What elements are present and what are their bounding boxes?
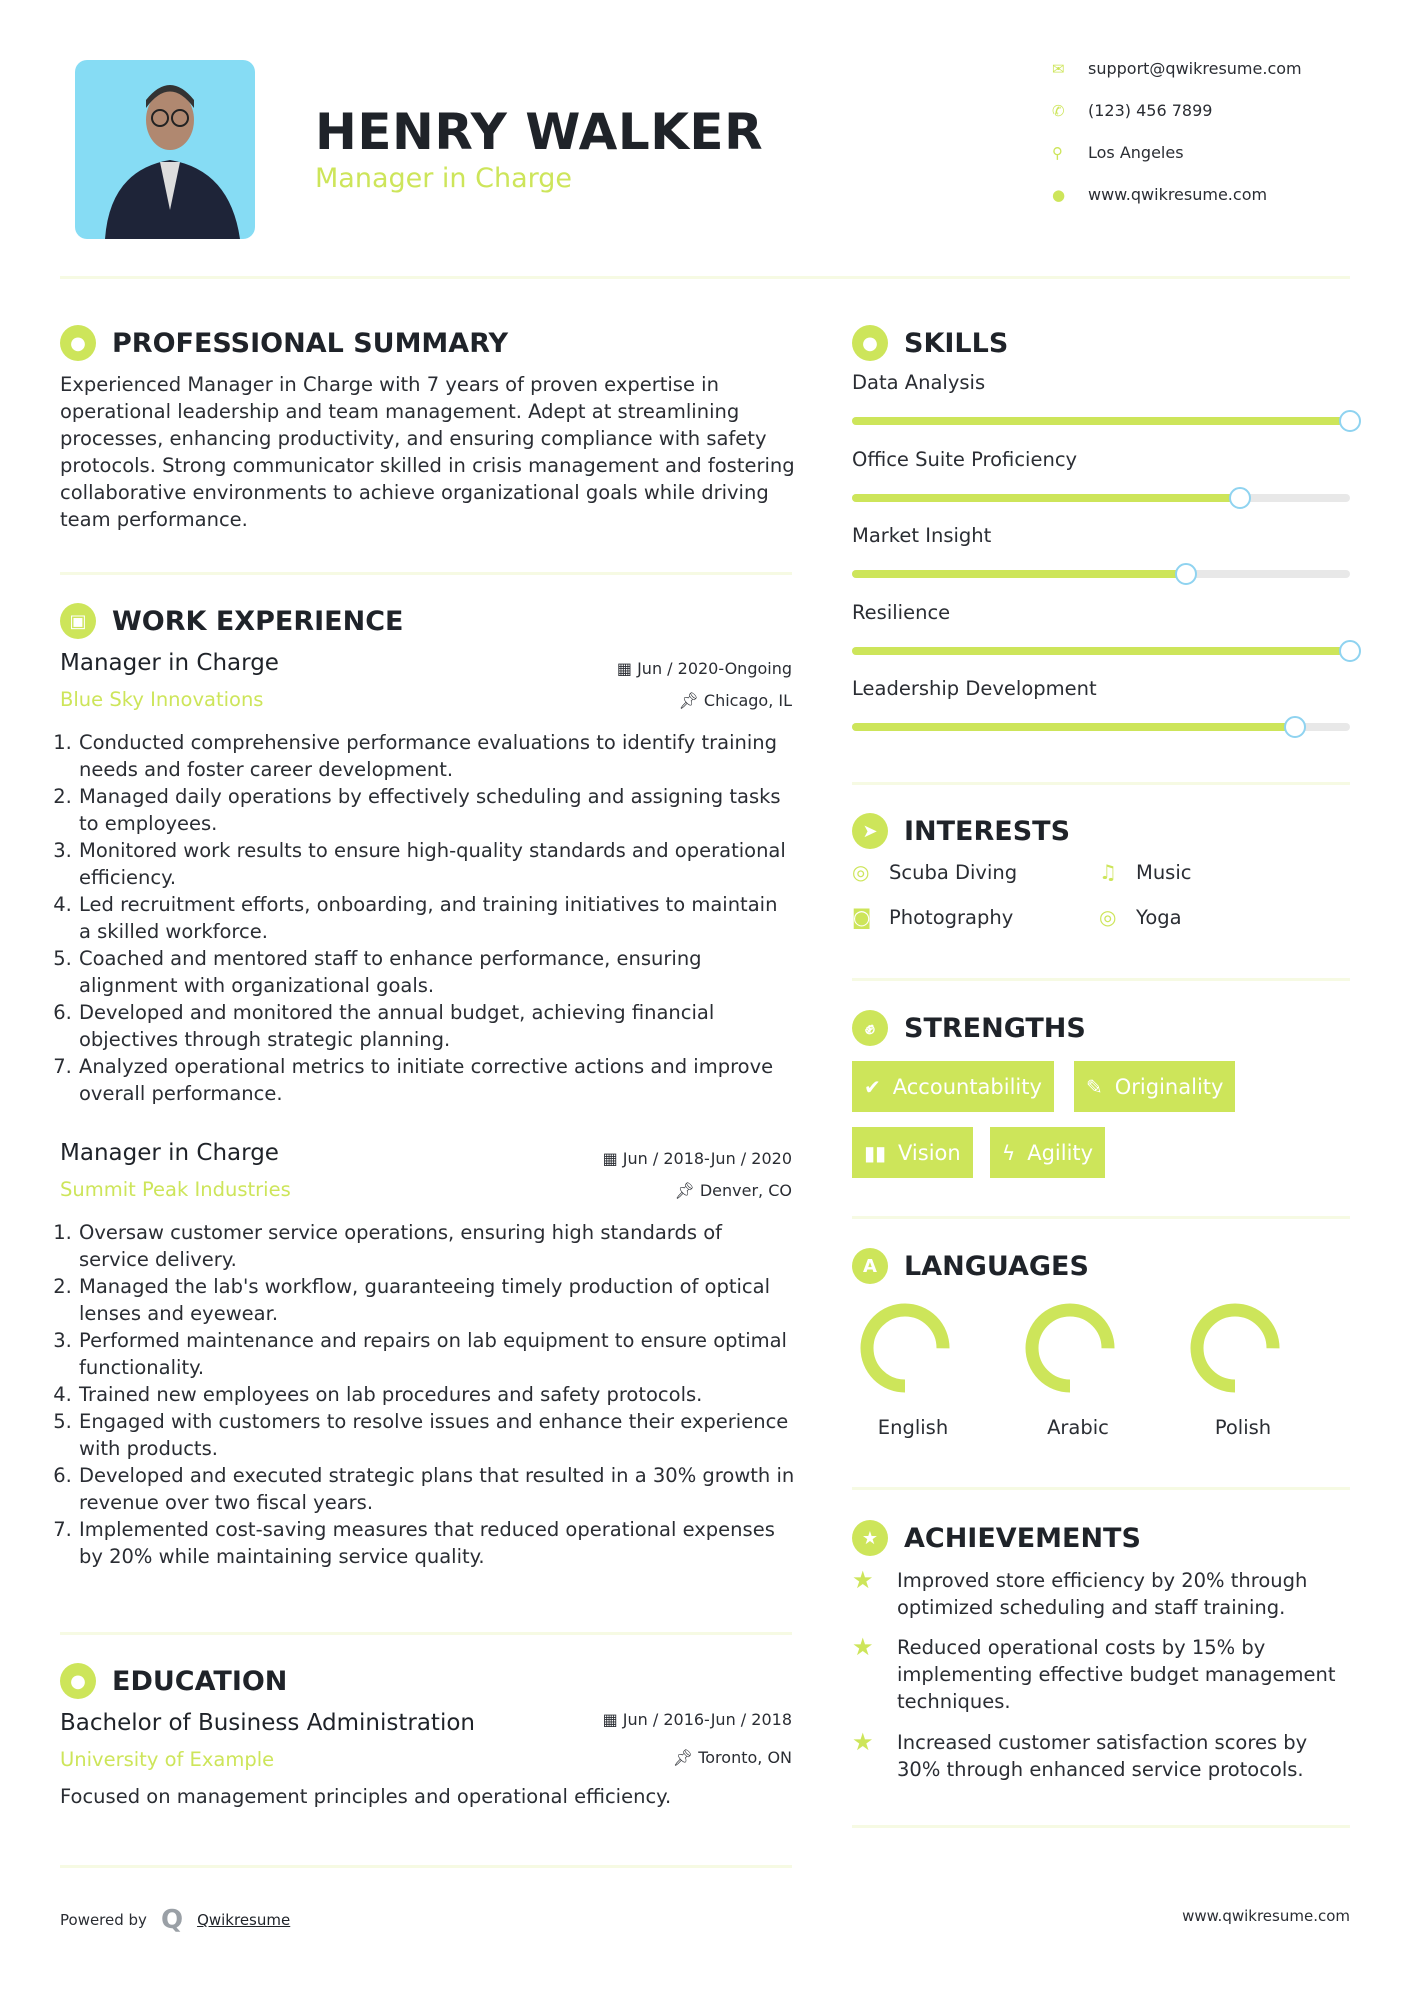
achievement-item: ★ Increased customer satisfaction scores by 30% through enhanced service protocols. — [852, 1728, 1308, 1781]
divider — [852, 1825, 1350, 1828]
footer-site[interactable]: www.qwikresume.com — [1182, 1907, 1350, 1925]
bolt-icon: ϟ — [1002, 1140, 1016, 1165]
divider — [60, 1865, 792, 1868]
job-duties — [60, 729, 795, 1107]
education-text: Focused on management principles and operational efficiency. — [60, 1785, 672, 1808]
life-ring-icon: ◎ — [1099, 905, 1117, 929]
contact-email[interactable] — [1052, 59, 1302, 78]
list-item: 6. Developed and executed strategic plans that resulted in a 30% growth in revenue over two fiscal years. — [78, 1462, 795, 1516]
skill-label: Resilience — [852, 600, 951, 624]
education-location: 📌︎ Toronto, ON — [672, 1748, 792, 1767]
skill-bar — [852, 570, 1350, 578]
pin-icon: 📌︎ — [678, 691, 704, 710]
lightbulb-icon: ● — [852, 325, 888, 361]
skill-label: Market Insight — [852, 524, 992, 547]
language-label: Arabic — [1047, 1416, 1109, 1439]
star-icon: ★ — [852, 1728, 874, 1756]
map-pin-icon: ⚲ — [1052, 143, 1063, 162]
strength-tag: ✎ Originality — [1074, 1061, 1235, 1112]
language-level-ring — [857, 1300, 953, 1396]
list-item: 6. Developed and monitored the annual budget, achieving financial objectives through strategic planning. — [78, 999, 795, 1053]
job-duties — [60, 1219, 795, 1570]
calendar-icon: ▦ — [616, 659, 638, 678]
qwikresume-logo-icon: Q — [160, 1905, 184, 1935]
language-label: English — [877, 1416, 949, 1439]
achievement-item: ★ Improved store efficiency by 20% through optimized scheduling and staff training. — [852, 1566, 1308, 1619]
achievement-item: ★ Reduced operational costs by 15% by implementing effective budget management techniques. — [852, 1633, 1336, 1713]
paper-plane-icon: ➤ — [852, 813, 888, 849]
school: University of Example — [60, 1748, 275, 1771]
skill-slider-handle — [1339, 640, 1361, 662]
contact-website[interactable] — [1052, 185, 1267, 204]
list-item: 2. Managed the lab's workflow, guaranteeing timely production of optical lenses and eyewear. — [78, 1273, 795, 1327]
contact-location — [1052, 143, 1184, 162]
pin-icon: 📌︎ — [672, 1748, 699, 1767]
job-title: Manager in Charge — [60, 650, 279, 676]
user-icon: ● — [60, 325, 96, 361]
divider — [852, 978, 1350, 981]
skill-bar-fill — [852, 494, 1240, 502]
divider — [60, 572, 792, 575]
skill-label: Office Suite Proficiency — [852, 447, 1078, 471]
header-divider — [60, 276, 1350, 279]
candidate-name: HENRY WALKER — [315, 103, 764, 161]
calendar-icon: ▦ — [602, 1149, 623, 1168]
phone-icon: ✆ — [1052, 101, 1065, 120]
skill-bar — [852, 417, 1350, 425]
language-level-ring — [1022, 1300, 1118, 1396]
list-item: 7. Implemented cost-saving measures that reduced operational expenses by 20% while maintaining service quality. — [78, 1516, 795, 1570]
life-ring-icon: ◎ — [852, 860, 870, 884]
job-date: ▦ Jun / 2018-Jun / 2020 — [602, 1149, 792, 1168]
skill-label: Data Analysis — [852, 371, 986, 394]
skill-slider-handle — [1175, 563, 1197, 585]
skills-heading: ● SKILLS — [852, 325, 1008, 361]
camera-icon: ◙ — [852, 905, 872, 929]
interests-heading: ➤ INTERESTS — [852, 813, 1070, 849]
job-title: Manager in Charge — [60, 1140, 279, 1166]
strength-tag: ✔ Accountability — [852, 1061, 1054, 1112]
job-date: ▦ Jun / 2020-Ongoing — [616, 659, 792, 678]
contact-text: www.qwikresume.com — [1088, 185, 1268, 204]
list-item: 5. Coached and mentored staff to enhance performance, ensuring alignment with organizational goals. — [78, 945, 795, 999]
contact-text: (123) 456 7899 — [1088, 101, 1213, 120]
interest-item: ◙ Photography — [852, 905, 1014, 929]
binoculars-icon: ▮▮ — [864, 1140, 887, 1165]
contact-text: Los Angeles — [1088, 143, 1184, 162]
degree: Bachelor of Business Administration — [60, 1710, 475, 1736]
education-heading: ● EDUCATION — [60, 1663, 287, 1699]
check-circle-icon: ✔ — [864, 1074, 881, 1099]
list-item: 1. Oversaw customer service operations, ensuring high standards of service delivery. — [78, 1219, 795, 1273]
achievements-heading: ★ ACHIEVEMENTS — [852, 1520, 1141, 1556]
skill-slider-handle — [1284, 716, 1306, 738]
strengths-heading: ✊︎ STRENGTHS — [852, 1010, 1086, 1046]
footer-powered: Powered by Q Qwikresume — [60, 1905, 291, 1935]
graduation-icon: ● — [60, 1663, 96, 1699]
job-company: Summit Peak Industries — [60, 1178, 291, 1201]
skill-bar — [852, 494, 1350, 502]
skill-bar-fill — [852, 570, 1186, 578]
music-icon: ♫ — [1099, 860, 1117, 884]
skill-bar-fill — [852, 417, 1350, 425]
qwikresume-link[interactable]: Qwikresume — [197, 1911, 291, 1929]
contact-text: support@qwikresume.com — [1088, 59, 1302, 78]
job-location: 📌︎ Chicago, IL — [678, 691, 792, 710]
list-item: 3. Monitored work results to ensure high-quality standards and operational efficiency. — [78, 837, 795, 891]
candidate-title: Manager in Charge — [315, 163, 573, 194]
strength-tag: ϟ Agility — [990, 1127, 1105, 1178]
languages-heading: A LANGUAGES — [852, 1248, 1089, 1284]
list-item: 3. Performed maintenance and repairs on lab equipment to ensure optimal functionality. — [78, 1327, 795, 1381]
star-badge-icon: ★ — [852, 1520, 888, 1556]
skill-slider-handle — [1339, 410, 1361, 432]
skill-slider-handle — [1229, 487, 1251, 509]
list-item: 4. Led recruitment efforts, onboarding, and training initiatives to maintain a skilled workforce. — [78, 891, 795, 945]
star-icon: ★ — [852, 1633, 874, 1661]
divider — [852, 1487, 1350, 1490]
skill-bar — [852, 647, 1350, 655]
list-item: 1. Conducted comprehensive performance evaluations to identify training needs and foster career development. — [78, 729, 795, 783]
pin-icon: 📌︎ — [674, 1181, 700, 1200]
translate-icon: A — [852, 1248, 888, 1284]
contact-phone[interactable] — [1052, 101, 1212, 120]
skill-bar-fill — [852, 723, 1295, 731]
interest-item: ◎ Scuba Diving — [852, 860, 1018, 884]
summary-heading: ● PROFESSIONAL SUMMARY — [60, 325, 508, 361]
profile-photo — [75, 60, 255, 239]
divider — [852, 782, 1350, 785]
interest-item: ◎ Yoga — [1099, 905, 1182, 929]
interest-item: ♫ Music — [1099, 860, 1192, 884]
job-location: 📌︎ Denver, CO — [674, 1181, 792, 1200]
job-company: Blue Sky Innovations — [60, 688, 264, 711]
skill-label: Leadership Development — [852, 677, 1097, 700]
fist-icon: ✊︎ — [852, 1010, 888, 1046]
list-item: 2. Managed daily operations by effectively scheduling and assigning tasks to employees. — [78, 783, 795, 837]
star-icon: ★ — [852, 1566, 874, 1594]
skill-bar — [852, 723, 1350, 731]
list-item: 4. Trained new employees on lab procedures and safety protocols. — [78, 1381, 795, 1408]
pencil-icon: ✎ — [1086, 1074, 1103, 1099]
skill-bar-fill — [852, 647, 1350, 655]
education-date: ▦ Jun / 2016-Jun / 2018 — [602, 1710, 792, 1729]
divider — [60, 1632, 792, 1635]
briefcase-icon: ▣ — [60, 603, 96, 639]
calendar-icon: ▦ — [602, 1710, 623, 1729]
strength-tag: ▮▮ Vision — [852, 1127, 973, 1178]
work-heading: ▣ WORK EXPERIENCE — [60, 603, 403, 639]
divider — [852, 1216, 1350, 1219]
language-level-ring — [1187, 1300, 1283, 1396]
list-item: 7. Analyzed operational metrics to initiate corrective actions and improve overall performance. — [78, 1053, 795, 1107]
globe-icon: ● — [1052, 185, 1066, 204]
language-label: Polish — [1214, 1416, 1272, 1439]
envelope-icon: ✉ — [1052, 59, 1065, 78]
list-item: 5. Engaged with customers to resolve issues and enhance their experience with products. — [78, 1408, 795, 1462]
summary-text: Experienced Manager in Charge with 7 years of proven expertise in operational leadership and team management. Adept at streamlining processes, enhancing productivity, and ensuring compliance with safety protocols. Strong communicator skilled in crisis management and fostering collaborative environments to achieve organizational goals while driving team performance. — [60, 373, 795, 531]
